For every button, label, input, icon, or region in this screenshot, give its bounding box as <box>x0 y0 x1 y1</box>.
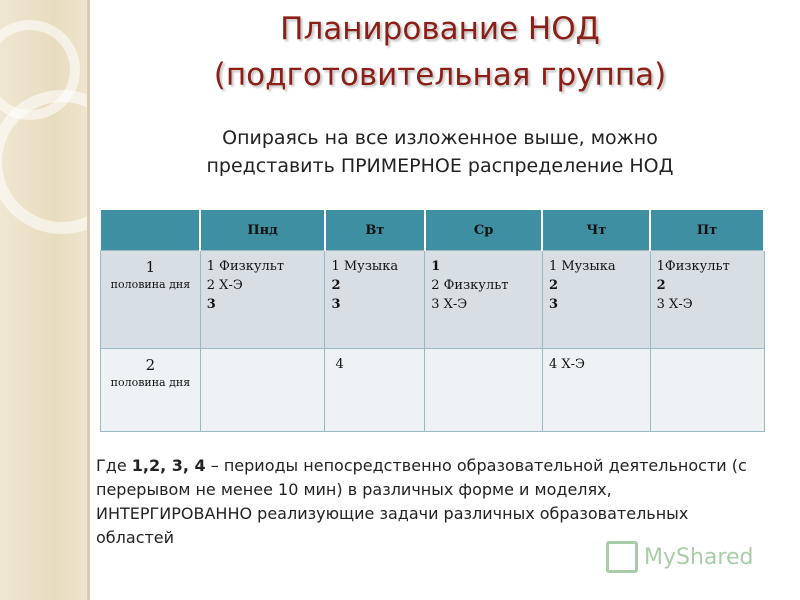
watermark <box>606 532 766 582</box>
decorative-side-band <box>0 0 90 600</box>
table-cell <box>425 251 543 349</box>
table-row <box>101 251 765 349</box>
row-label <box>101 251 201 349</box>
cell-line: 3 Х-Э <box>431 297 468 312</box>
row-label-text: половина дня <box>110 278 191 291</box>
footer-numbers: 1,2, 3, 4 <box>131 456 206 475</box>
cell-line: 1 Музыка <box>331 259 399 274</box>
cell-line: 2 <box>656 278 666 293</box>
subtitle <box>110 124 770 180</box>
table-cell: 4 <box>325 349 425 432</box>
table-cell: 4 Х-Э <box>542 349 650 432</box>
row-label <box>101 349 201 432</box>
table-cell <box>650 251 764 349</box>
watermark-logo-icon <box>606 541 638 573</box>
title-line-2: (подготовительная группа) <box>213 57 667 93</box>
cell-line: 3 <box>331 297 341 312</box>
cell-line: 1 Физкульт <box>206 259 285 274</box>
header-empty <box>101 210 201 251</box>
table-cell <box>325 251 425 349</box>
table-cell <box>650 349 764 432</box>
cell-line: 2 Физкульт <box>431 278 509 293</box>
subtitle-line-1: Опираясь на все изложенное выше, можно <box>222 127 658 149</box>
cell-line: 1Физкульт <box>656 259 730 274</box>
cell-line: 3 <box>206 297 216 312</box>
schedule-table <box>100 210 765 432</box>
decorative-edge <box>87 0 90 600</box>
table-cell <box>200 349 325 432</box>
header-wed: Ср <box>425 210 543 251</box>
table-cell <box>542 251 650 349</box>
table-cell <box>200 251 325 349</box>
cell-line: 3 Х-Э <box>656 297 693 312</box>
table-cell <box>425 349 543 432</box>
footer-text: – периоды непосредственно образовательной деятельности (с перерывом не менее 10 мин) в различных форме и моделях, ИНТЕРГИРОВАННО реализующие задачи различных образовательных областей <box>96 456 747 547</box>
header-mon: Пнд <box>200 210 325 251</box>
subtitle-line-2: представить ПРИМЕРНОЕ распределение НОД <box>206 155 674 177</box>
cell-line: 1 Музыка <box>548 259 616 274</box>
watermark-text: MyShared <box>644 544 754 570</box>
row-number: 2 <box>145 356 156 374</box>
row-label-text: половина дня <box>110 376 191 389</box>
cell-line: 1 <box>431 259 441 274</box>
header-fri: Пт <box>650 210 764 251</box>
cell-line: 2 <box>331 278 341 293</box>
page-title <box>100 6 780 98</box>
cell-line: 3 <box>548 297 558 312</box>
row-number: 1 <box>145 258 156 276</box>
cell-line: 2 Х-Э <box>206 278 243 293</box>
header-thu: Чт <box>542 210 650 251</box>
header-tue: Вт <box>325 210 425 251</box>
title-line-1: Планирование НОД <box>280 11 600 47</box>
footer-prefix: Где <box>96 456 132 475</box>
cell-line: 2 <box>548 278 558 293</box>
table-header-row <box>101 210 765 251</box>
table-row <box>101 349 765 432</box>
